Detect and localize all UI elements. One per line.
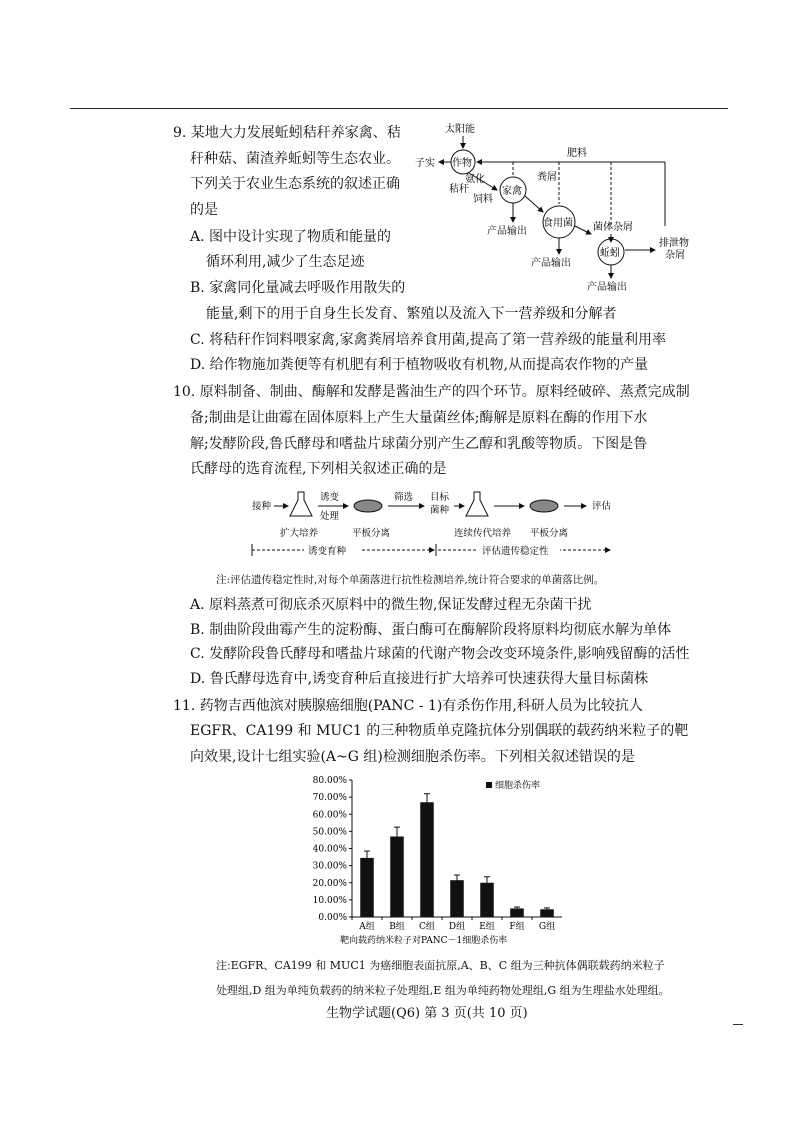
bar	[390, 837, 404, 917]
q9-option-c: C. 将秸秆作饲料喂家禽,家禽粪屑培养食用菌,提高了第一营养级的能量利用率	[190, 332, 667, 348]
target-label-1: 目标	[430, 492, 450, 503]
screen-label: 筛选	[394, 492, 414, 503]
dung-label: 粪屑	[537, 172, 557, 183]
poultry-label: 家禽	[502, 186, 522, 197]
x-axis	[352, 917, 562, 932]
flask-icon	[290, 492, 312, 516]
q9-option-b-line-1: B. 家禽同化量减去呼吸作用散失的	[190, 280, 406, 296]
continuous-culture-label: 连续传代培养	[454, 528, 512, 539]
q9-option-a-line-1: A. 图中设计实现了物质和能量的	[190, 229, 392, 245]
q10-option-b: B. 制曲阶段曲霉产生的淀粉酶、蛋白酶可在酶解阶段将原料均彻底水解为单体	[190, 622, 672, 638]
bar	[420, 802, 434, 917]
q9-option-d: D. 给作物施加粪便等有机肥有利于植物吸收有机物,从而提高农作物的产量	[190, 357, 649, 373]
ammoniated-label: 氨化	[465, 174, 485, 185]
q10-note: 注:评估遗传稳定性时,对每个单菌落进行抗性检测培养,统计符合要求的单菌落比例。	[216, 574, 605, 586]
plate-separation-label-2: 平板分离	[530, 528, 569, 539]
q9-stem-line-1: 9. 某地大力发展蚯蚓秸秆养家禽、秸	[173, 125, 401, 141]
y-tick-label: 30.00%	[312, 861, 347, 872]
x-tick-label: E组	[479, 922, 495, 932]
crop-label: 作物	[452, 158, 472, 169]
flask-icon	[466, 492, 488, 516]
product-output-1: 产品输出	[487, 226, 527, 237]
petri-dish-icon	[530, 500, 558, 512]
q11-stem-line-1: 11. 药物吉西他滨对胰腺癌细胞(PANC - 1)有杀伤作用,科研人员为比较抗人	[173, 698, 643, 714]
x-tick-label: B组	[389, 922, 405, 932]
q9-stem-line-4: 的是	[190, 202, 218, 218]
feed-label: 饲料	[473, 194, 493, 205]
target-label-2: 菌种	[430, 505, 450, 516]
q11-stem-line-2: EGFR、CA199 和 MUC1 的三种物质单克隆抗体分别偶联的载药纳米粒子的靶	[190, 723, 689, 739]
seed-label: 子实	[415, 158, 435, 169]
mutagen-label-1: 诱变	[320, 492, 340, 503]
bar	[450, 880, 464, 917]
stage-stability-label: 评估遗传稳定性	[482, 546, 549, 557]
legend-swatch	[486, 782, 492, 788]
q11-note-line-1: 注:EGFR、CA199 和 MUC1 为癌细胞表面抗原,A、B、C 组为三种抗体偶联载药纳米粒子	[216, 959, 665, 972]
kill-rate-bar-chart	[300, 772, 570, 948]
y-tick-label: 40.00%	[312, 844, 347, 855]
q10-stem-line-4: 氏酵母的选育流程,下列相关叙述正确的是	[190, 461, 447, 477]
y-tick-label: 20.00%	[312, 878, 347, 889]
evaluate-label: 评估	[592, 501, 612, 512]
plate-separation-label-1: 平板分离	[352, 528, 391, 539]
header-rule	[70, 108, 728, 109]
x-tick-label: D组	[448, 922, 466, 932]
y-axis	[313, 776, 352, 923]
x-tick-label: F组	[509, 922, 525, 932]
petri-dish-icon	[354, 500, 382, 512]
q11-stem-line-3: 向效果,设计七组实验(A~G 组)检测细胞杀伤率。下列相关叙述错误的是	[190, 749, 635, 765]
q10-stem-line-1: 10. 原料制备、制曲、酶解和发酵是酱油生产的四个环节。原料经破碎、蒸煮完成制	[173, 384, 690, 400]
y-tick-label: 0.00%	[318, 913, 347, 923]
q10-option-a: A. 原料蒸煮可彻底杀灭原料中的微生物,保证发酵过程无杂菌干扰	[190, 597, 592, 613]
bar	[360, 858, 374, 917]
mutagen-label-2: 处理	[320, 511, 340, 522]
x-tick-label: C组	[419, 922, 435, 932]
legend-label: 细胞杀伤率	[495, 781, 541, 791]
q9-option-b-line-2: 能量,剩下的用于自身生长发育、繁殖以及流入下一营养级和分解者	[206, 306, 617, 322]
sun-label: 太阳能	[445, 124, 475, 135]
q10-stem-line-2: 备;制曲是让曲霉在固体原料上产生大量菌丝体;酶解是原料在酶的作用下水	[190, 410, 648, 426]
ecosystem-diagram	[415, 118, 715, 298]
y-tick-label: 60.00%	[312, 810, 347, 821]
x-axis-title: 靶向载药纳米粒子对PANC－1细胞杀伤率	[340, 936, 508, 946]
mushroom-label: 食用菌	[543, 218, 573, 229]
expand-culture-label: 扩大培养	[280, 528, 319, 539]
q9-stem-line-3: 下列关于农业生态系统的叙述正确	[190, 176, 400, 192]
page-corner-mark	[733, 1024, 743, 1025]
y-tick-label: 70.00%	[312, 793, 347, 804]
product-output-3: 产品输出	[587, 282, 627, 293]
manure-label: 肥料	[567, 148, 587, 159]
x-tick-label: G组	[538, 922, 556, 932]
q11-note-line-2: 处理组,D 组为单纯负载药的纳米粒子处理组,E 组为单纯药物处理组,G 组为生理盐水处理组。	[216, 984, 670, 997]
q10-stem-line-3: 解;发酵阶段,鲁氏酵母和嗜盐片球菌分别产生乙醇和乳酸等物质。下图是鲁	[190, 436, 648, 452]
selection-flow-diagram	[240, 486, 640, 566]
inoculate-label: 接种	[252, 501, 272, 512]
excreta-label-1: 排泄物	[659, 238, 689, 249]
q9-stem-line-2: 秆种菇、菌渣养蚯蚓等生态农业。	[190, 151, 400, 167]
stage-mutation-label: 诱变育种	[308, 546, 347, 557]
bars	[360, 794, 554, 917]
excreta-label-2: 杂屑	[665, 250, 685, 261]
y-tick-label: 10.00%	[312, 895, 347, 906]
product-output-2: 产品输出	[531, 258, 571, 269]
earthworm-label: 蚯蚓	[600, 248, 620, 259]
x-tick-label: A组	[359, 922, 375, 932]
y-tick-label: 80.00%	[312, 776, 347, 786]
residue-label: 菌体杂屑	[593, 222, 633, 233]
q10-option-c: C. 发酵阶段鲁氏酵母和嗜盐片球菌的代谢产物会改变环境条件,影响残留酶的活性	[190, 646, 690, 662]
straw-label: 秸秆	[449, 184, 469, 195]
page-footer: 生物学试题(Q6) 第 3 页(共 10 页)	[326, 1006, 528, 1021]
q9-option-a-line-2: 循环利用,减少了生态足迹	[206, 254, 365, 270]
y-tick-label: 50.00%	[312, 827, 347, 838]
q10-option-d: D. 鲁氏酵母选育中,诱变育种后直接进行扩大培养可快速获得大量目标菌株	[190, 671, 649, 687]
